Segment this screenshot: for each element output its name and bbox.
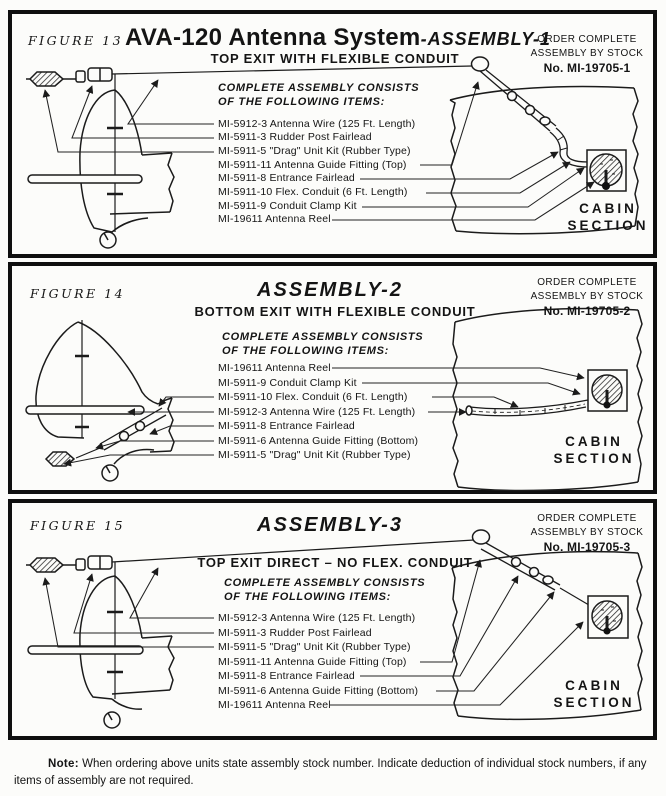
part-item: MI-5911-8 Entrance Fairlead (218, 420, 355, 432)
part-item: MI-5911-5 "Drag" Unit Kit (Rubber Type) (218, 144, 411, 157)
part-item: MI-19611 Antenna Reel (218, 362, 331, 374)
part-item: MI-5911-3 Rudder Post Fairlead (218, 131, 372, 144)
part-item: MI-5911-11 Antenna Guide Fitting (Top) (218, 158, 407, 171)
order-line: ORDER COMPLETE (537, 513, 637, 524)
order-line: ORDER COMPLETE (537, 34, 637, 45)
consists-heading: COMPLETE ASSEMBLY CONSISTS OF THE FOLLOWING ITEMS: (218, 82, 420, 108)
assembly-subtitle: TOP EXIT DIRECT – NO FLEX. CONDUIT (197, 555, 473, 570)
part-item: MI-5911-6 Antenna Guide Fitting (Bottom) (218, 684, 419, 697)
part-item: MI-5912-3 Antenna Wire (125 Ft. Length) (218, 405, 416, 418)
ordering-note (14, 756, 652, 790)
part-item: MI-5911-6 Antenna Guide Fitting (Bottom) (218, 434, 419, 447)
part-item: MI-5911-11 Antenna Guide Fitting (Top) (218, 655, 407, 668)
parts-list (218, 611, 418, 713)
part-item: MI-5911-5 "Drag" Unit Kit (Rubber Type) (218, 641, 411, 653)
order-stock-note (520, 512, 654, 554)
part-item: MI-5911-3 Rudder Post Fairlead (218, 626, 372, 639)
order-line: ORDER COMPLETE (537, 277, 637, 288)
stock-number: No. MI-19705-3 (543, 540, 631, 554)
assembly-title (125, 24, 551, 52)
parts-list (218, 361, 418, 463)
consists-heading: COMPLETE ASSEMBLY CONSISTS OF THE FOLLOWING ITEMS: (222, 331, 424, 357)
part-item: MI-5911-9 Conduit Clamp Kit (218, 199, 357, 212)
assembly-subtitle: BOTTOM EXIT WITH FLEXIBLE CONDUIT (194, 304, 476, 319)
part-item: MI-5911-10 Flex. Conduit (6 Ft. Length) (218, 391, 408, 403)
title-suffix: -ASSEMBLY-1 (420, 29, 551, 49)
cabin-section-label: CABIN SECTION (553, 678, 635, 710)
consists-heading: COMPLETE ASSEMBLY CONSISTS OF THE FOLLOWING ITEMS: (224, 577, 426, 603)
part-item: MI-5912-3 Antenna Wire (125 Ft. Length) (218, 117, 416, 130)
order-line: ASSEMBLY BY STOCK (530, 291, 644, 302)
part-item: MI-5911-5 "Drag" Unit Kit (Rubber Type) (218, 449, 411, 461)
assembly-subtitle: TOP EXIT WITH FLEXIBLE CONDUIT (210, 51, 460, 66)
figure-label: FIGURE 13 (28, 33, 124, 48)
stock-number: No. MI-19705-1 (543, 61, 631, 75)
figure-label: FIGURE 15 (30, 518, 126, 533)
title-main: AVA-120 Antenna System (125, 24, 421, 51)
part-item: MI-5911-8 Entrance Fairlead (218, 172, 355, 185)
figure-label: FIGURE 14 (30, 286, 126, 301)
assembly-title: ASSEMBLY-3 (257, 514, 403, 536)
order-stock-note (520, 33, 654, 75)
stock-number: No. MI-19705-2 (543, 304, 631, 318)
part-item: MI-5912-3 Antenna Wire (125 Ft. Length) (218, 612, 416, 624)
order-line: ASSEMBLY BY STOCK (530, 527, 644, 538)
cabin-section-label: CABIN SECTION (553, 434, 635, 466)
order-line: ASSEMBLY BY STOCK (530, 48, 644, 59)
order-stock-note (520, 276, 654, 318)
part-item: MI-5911-8 Entrance Fairlead (218, 670, 355, 682)
part-item: MI-5911-10 Flex. Conduit (6 Ft. Length) (218, 185, 408, 198)
note-text: When ordering above units state assembly stock number. Indicate deduction of individual stock numbers, if any items of assembly are not required. (14, 758, 647, 787)
parts-list (218, 118, 415, 228)
part-item: MI-19611 Antenna Reel (218, 699, 331, 711)
assembly-title: ASSEMBLY-2 (257, 279, 403, 301)
note-label: Note: (48, 758, 79, 770)
cabin-section-label: CABIN SECTION (567, 201, 649, 233)
part-item: MI-19611 Antenna Reel (218, 213, 331, 226)
part-item: MI-5911-9 Conduit Clamp Kit (218, 376, 357, 389)
